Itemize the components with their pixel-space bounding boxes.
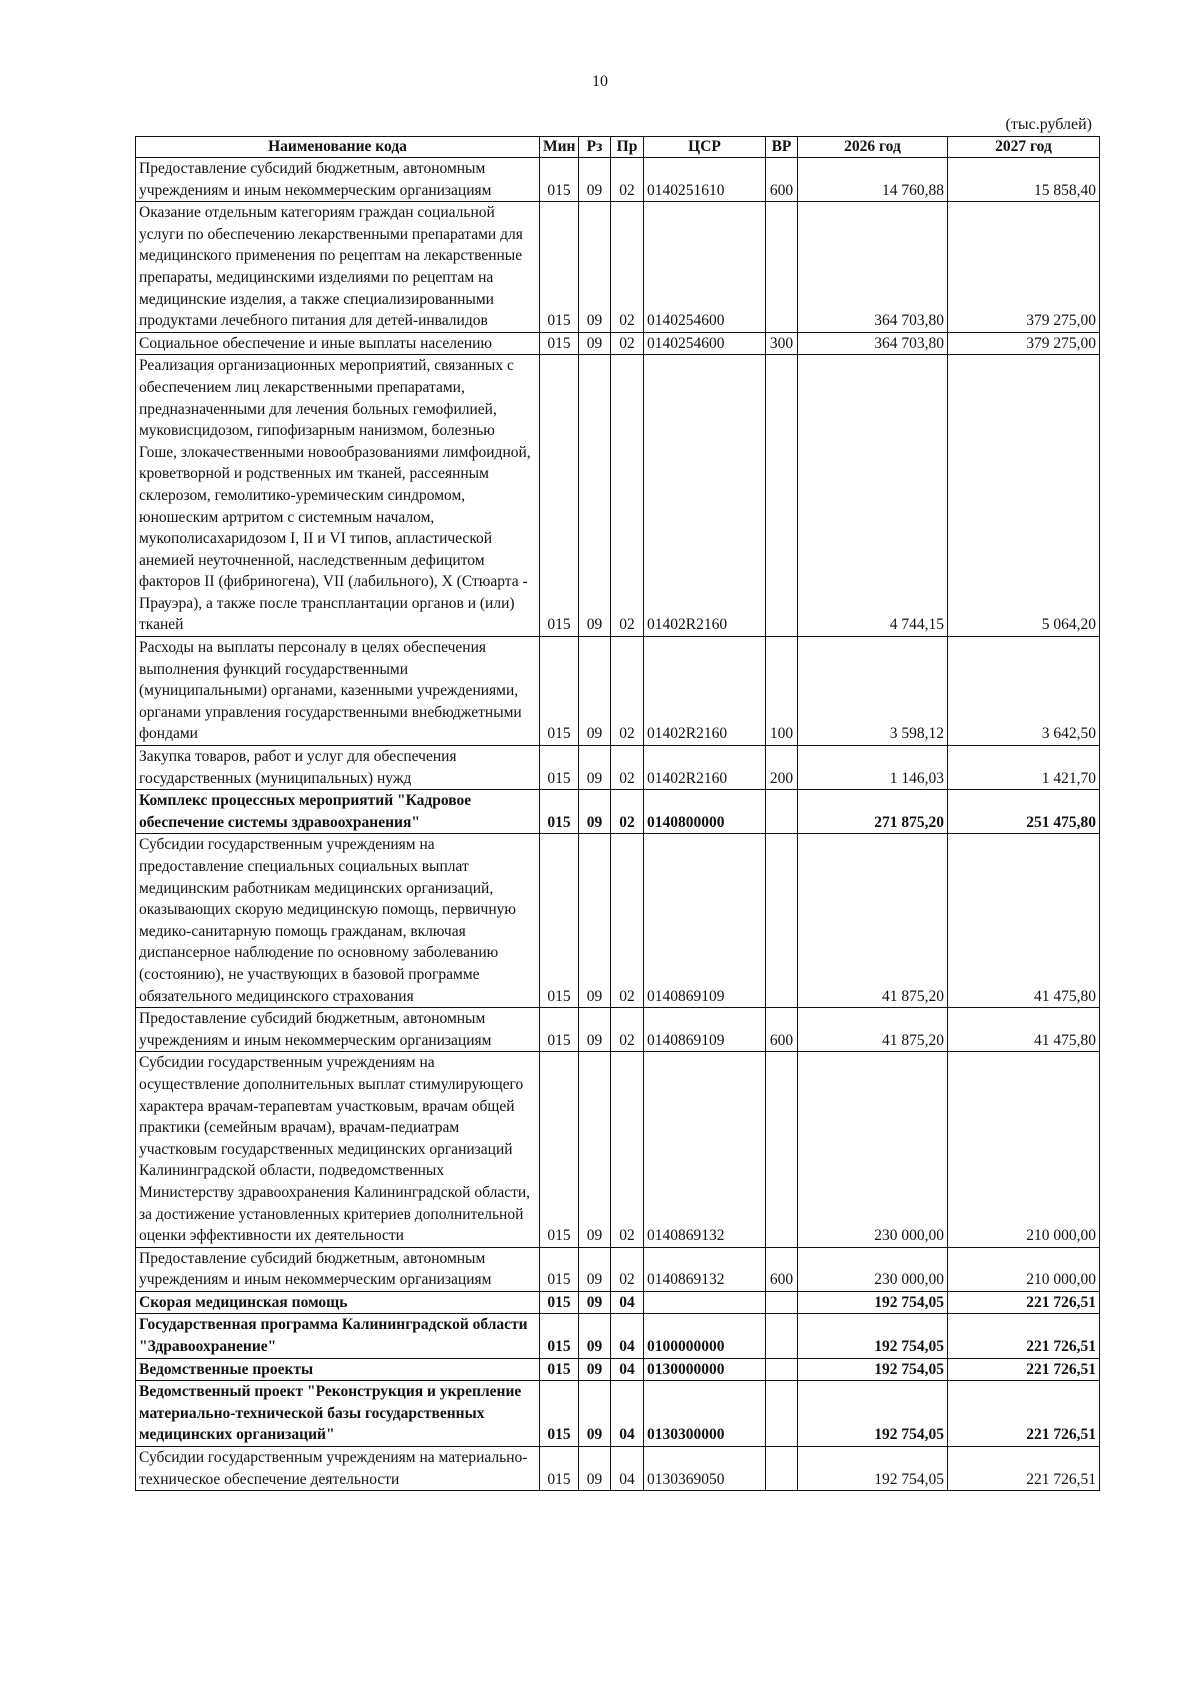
cell-pr: 02 — [611, 746, 644, 790]
cell-rz: 09 — [579, 746, 611, 790]
cell-pr: 02 — [611, 637, 644, 746]
cell-min: 015 — [540, 1358, 579, 1381]
cell-min: 015 — [540, 1052, 579, 1247]
cell-vr: 100 — [766, 637, 798, 746]
cell-csr: 0140800000 — [644, 790, 766, 834]
cell-name: Реализация организационных мероприятий, связанных с обеспечением лиц лекарственными препаратами, предназначенными для лечения больных гемофилией, муковисцидозом, гипофизарным нанизмом, болезнью Гоше, злокачественными новообразованиями лимфоидной, кроветворной и родственных им тканей, рассеянным склерозом, гемолитико-уремическим синдромом, юношеским артритом с системным началом, мукополисахаридозом I, II и VI типов, апластической анемией неуточненной, наследственным дефицитом факторов II (фибриногена), VII (лабильного), X (Стюарта - Прауэра), а также после трансплантации органов и (или) тканей — [136, 355, 540, 637]
cell-pr: 02 — [611, 158, 644, 202]
table-row — [136, 746, 1100, 790]
cell-2026: 192 754,05 — [798, 1291, 948, 1314]
cell-csr: 0140869132 — [644, 1052, 766, 1247]
cell-pr: 02 — [611, 332, 644, 355]
cell-csr: 0140869109 — [644, 1008, 766, 1052]
table-row — [136, 637, 1100, 746]
cell-2027: 221 726,51 — [948, 1291, 1100, 1314]
cell-csr: 0130000000 — [644, 1358, 766, 1381]
table-row — [136, 1314, 1100, 1358]
cell-rz: 09 — [579, 1358, 611, 1381]
cell-rz: 09 — [579, 1381, 611, 1447]
cell-rz: 09 — [579, 637, 611, 746]
cell-min: 015 — [540, 332, 579, 355]
table-row — [136, 1247, 1100, 1291]
cell-name: Субсидии государственным учреждениям на материально-техническое обеспечение деятельности — [136, 1447, 540, 1491]
cell-vr — [766, 834, 798, 1008]
cell-name: Комплекс процессных мероприятий "Кадровое обеспечение системы здравоохранения" — [136, 790, 540, 834]
cell-2027: 210 000,00 — [948, 1247, 1100, 1291]
cell-2027: 221 726,51 — [948, 1381, 1100, 1447]
cell-min: 015 — [540, 637, 579, 746]
cell-min: 015 — [540, 1314, 579, 1358]
cell-2027: 221 726,51 — [948, 1314, 1100, 1358]
cell-pr: 04 — [611, 1358, 644, 1381]
table-row — [136, 158, 1100, 202]
cell-2027: 379 275,00 — [948, 202, 1100, 333]
header-2027: 2027 год — [948, 137, 1100, 158]
cell-vr: 300 — [766, 332, 798, 355]
cell-pr: 02 — [611, 790, 644, 834]
cell-rz: 09 — [579, 355, 611, 637]
header-rz: Рз — [579, 137, 611, 158]
table-header-row — [136, 137, 1100, 158]
cell-min: 015 — [540, 158, 579, 202]
cell-2027: 3 642,50 — [948, 637, 1100, 746]
cell-min: 015 — [540, 1447, 579, 1491]
cell-csr: 0140869109 — [644, 834, 766, 1008]
cell-name: Субсидии государственным учреждениям на осуществление дополнительных выплат стимулирующего характера врачам-терапевтам участковым, врачам общей практики (семейным врачам), врачам-педиатрам участковым государственных медицинских организаций Калининградской области, подведомственных Министерству здравоохранения Калининградской области, за достижение установленных критериев дополнительной оценки эффективности их деятельности — [136, 1052, 540, 1247]
cell-csr: 01402R2160 — [644, 355, 766, 637]
cell-pr: 02 — [611, 1008, 644, 1052]
cell-name: Закупка товаров, работ и услуг для обеспечения государственных (муниципальных) нужд — [136, 746, 540, 790]
cell-2026: 14 760,88 — [798, 158, 948, 202]
cell-vr — [766, 202, 798, 333]
units-label: (тыс.рублей) — [1005, 116, 1092, 133]
cell-csr: 0140254600 — [644, 332, 766, 355]
cell-name: Социальное обеспечение и иные выплаты населению — [136, 332, 540, 355]
cell-2027: 5 064,20 — [948, 355, 1100, 637]
cell-vr — [766, 1291, 798, 1314]
cell-name: Оказание отдельным категориям граждан социальной услуги по обеспечению лекарственными препаратами для медицинского применения по рецептам на лекарственные препараты, медицинскими изделиями по рецептам на медицинские изделия, а также специализированными продуктами лечебного питания для детей-инвалидов — [136, 202, 540, 333]
cell-csr — [644, 1291, 766, 1314]
cell-2027: 41 475,80 — [948, 834, 1100, 1008]
table-row — [136, 355, 1100, 637]
cell-pr: 04 — [611, 1381, 644, 1447]
cell-rz: 09 — [579, 1247, 611, 1291]
cell-rz: 09 — [579, 1008, 611, 1052]
cell-2026: 3 598,12 — [798, 637, 948, 746]
cell-name: Скорая медицинская помощь — [136, 1291, 540, 1314]
cell-vr: 200 — [766, 746, 798, 790]
cell-2027: 251 475,80 — [948, 790, 1100, 834]
cell-2026: 192 754,05 — [798, 1314, 948, 1358]
cell-pr: 02 — [611, 1052, 644, 1247]
cell-csr: 0140254600 — [644, 202, 766, 333]
cell-rz: 09 — [579, 790, 611, 834]
cell-2026: 364 703,80 — [798, 332, 948, 355]
cell-2026: 364 703,80 — [798, 202, 948, 333]
cell-2027: 41 475,80 — [948, 1008, 1100, 1052]
cell-rz: 09 — [579, 332, 611, 355]
cell-rz: 09 — [579, 834, 611, 1008]
table-row — [136, 1447, 1100, 1491]
cell-2027: 1 421,70 — [948, 746, 1100, 790]
cell-vr — [766, 1358, 798, 1381]
header-pr: Пр — [611, 137, 644, 158]
cell-2027: 210 000,00 — [948, 1052, 1100, 1247]
table-row — [136, 790, 1100, 834]
page-number: 10 — [592, 73, 608, 90]
cell-rz: 09 — [579, 1447, 611, 1491]
cell-2026: 230 000,00 — [798, 1052, 948, 1247]
cell-pr: 02 — [611, 202, 644, 333]
cell-name: Государственная программа Калининградской области "Здравоохранение" — [136, 1314, 540, 1358]
cell-csr: 0140869132 — [644, 1247, 766, 1291]
cell-vr — [766, 1314, 798, 1358]
cell-2026: 230 000,00 — [798, 1247, 948, 1291]
cell-pr: 04 — [611, 1314, 644, 1358]
cell-csr: 0130369050 — [644, 1447, 766, 1491]
cell-pr: 04 — [611, 1291, 644, 1314]
cell-2027: 221 726,51 — [948, 1358, 1100, 1381]
cell-vr — [766, 355, 798, 637]
cell-name: Предоставление субсидий бюджетным, автономным учреждениям и иным некоммерческим организациям — [136, 158, 540, 202]
cell-name: Расходы на выплаты персоналу в целях обеспечения выполнения функций государственными (муниципальными) органами, казенными учреждениями, органами управления государственными внебюджетными фондами — [136, 637, 540, 746]
table-row — [136, 1381, 1100, 1447]
cell-name: Предоставление субсидий бюджетным, автономным учреждениям и иным некоммерческим организациям — [136, 1247, 540, 1291]
header-csr: ЦСР — [644, 137, 766, 158]
cell-rz: 09 — [579, 1314, 611, 1358]
table-row — [136, 1008, 1100, 1052]
cell-name: Предоставление субсидий бюджетным, автономным учреждениям и иным некоммерческим организациям — [136, 1008, 540, 1052]
table-row — [136, 834, 1100, 1008]
cell-rz: 09 — [579, 202, 611, 333]
cell-min: 015 — [540, 746, 579, 790]
cell-min: 015 — [540, 1291, 579, 1314]
cell-2027: 15 858,40 — [948, 158, 1100, 202]
cell-vr: 600 — [766, 1008, 798, 1052]
cell-csr: 0100000000 — [644, 1314, 766, 1358]
cell-name: Ведомственные проекты — [136, 1358, 540, 1381]
cell-csr: 01402R2160 — [644, 637, 766, 746]
cell-2026: 192 754,05 — [798, 1381, 948, 1447]
table-row — [136, 202, 1100, 333]
header-name: Наименование кода — [136, 137, 540, 158]
header-min: Мин — [540, 137, 579, 158]
cell-min: 015 — [540, 834, 579, 1008]
cell-2026: 192 754,05 — [798, 1358, 948, 1381]
cell-pr: 04 — [611, 1447, 644, 1491]
cell-vr — [766, 1447, 798, 1491]
cell-name: Субсидии государственным учреждениям на предоставление специальных социальных выплат медицинским работникам медицинских организаций, оказывающих скорую медицинскую помощь, первичную медико-санитарную помощь гражданам, включая диспансерное наблюдение по основному заболеванию (состоянию), не участвующих в базовой программе обязательного медицинского страхования — [136, 834, 540, 1008]
cell-min: 015 — [540, 202, 579, 333]
cell-min: 015 — [540, 790, 579, 834]
cell-min: 015 — [540, 1008, 579, 1052]
cell-rz: 09 — [579, 1291, 611, 1314]
cell-pr: 02 — [611, 834, 644, 1008]
cell-rz: 09 — [579, 158, 611, 202]
cell-2026: 4 744,15 — [798, 355, 948, 637]
cell-vr — [766, 1052, 798, 1247]
table-row — [136, 1052, 1100, 1247]
cell-pr: 02 — [611, 355, 644, 637]
cell-2026: 41 875,20 — [798, 1008, 948, 1052]
header-vr: ВР — [766, 137, 798, 158]
cell-csr: 01402R2160 — [644, 746, 766, 790]
cell-min: 015 — [540, 1247, 579, 1291]
cell-rz: 09 — [579, 1052, 611, 1247]
cell-min: 015 — [540, 1381, 579, 1447]
cell-2026: 41 875,20 — [798, 834, 948, 1008]
cell-csr: 0130300000 — [644, 1381, 766, 1447]
table-body — [136, 158, 1100, 1491]
cell-2027: 379 275,00 — [948, 332, 1100, 355]
table-row — [136, 332, 1100, 355]
cell-2026: 192 754,05 — [798, 1447, 948, 1491]
cell-2026: 271 875,20 — [798, 790, 948, 834]
cell-vr — [766, 1381, 798, 1447]
cell-min: 015 — [540, 355, 579, 637]
cell-2027: 221 726,51 — [948, 1447, 1100, 1491]
table-row — [136, 1358, 1100, 1381]
cell-vr — [766, 790, 798, 834]
budget-table — [135, 136, 1100, 1491]
cell-pr: 02 — [611, 1247, 644, 1291]
cell-2026: 1 146,03 — [798, 746, 948, 790]
table-row — [136, 1291, 1100, 1314]
cell-vr: 600 — [766, 158, 798, 202]
cell-vr: 600 — [766, 1247, 798, 1291]
cell-csr: 0140251610 — [644, 158, 766, 202]
header-2026: 2026 год — [798, 137, 948, 158]
cell-name: Ведомственный проект "Реконструкция и укрепление материально-технической базы государственных медицинских организаций" — [136, 1381, 540, 1447]
